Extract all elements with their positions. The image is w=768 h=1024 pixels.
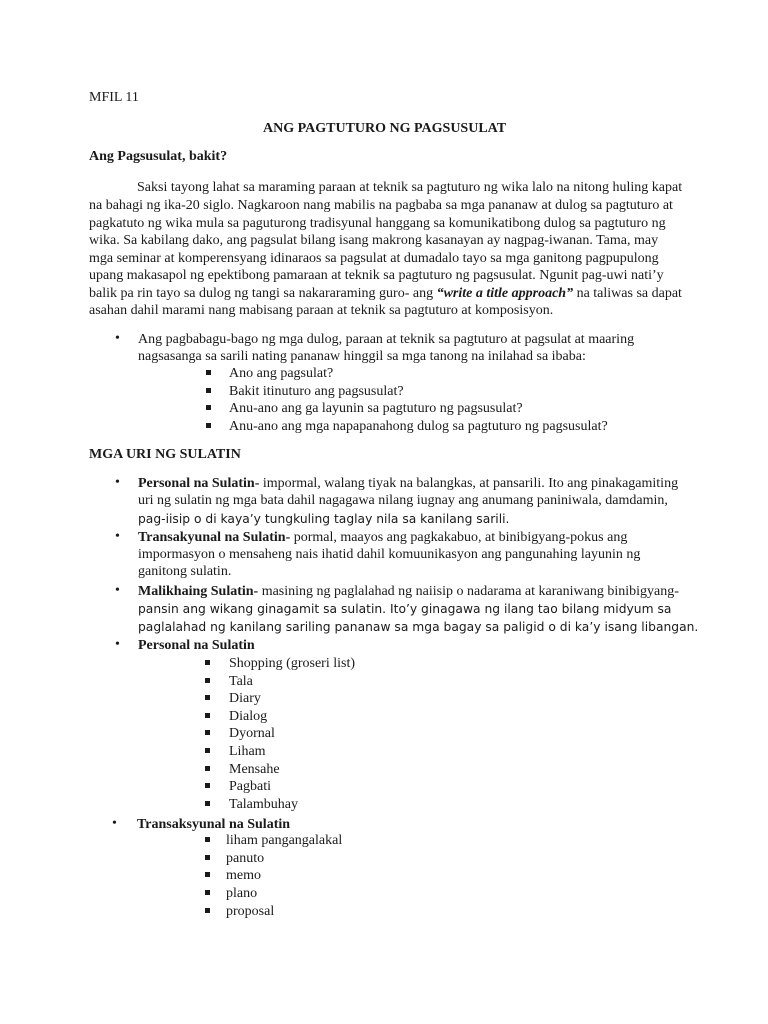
type-malikhain-line: paglalahad ng kanilang sariling pananaw sa mga bagay sa paligid o di ka’y isang libangan. — [138, 620, 699, 634]
square-bullet-icon — [206, 370, 211, 375]
square-bullet-icon — [205, 730, 210, 735]
square-bullet-icon — [205, 713, 210, 718]
square-bullet-icon — [205, 855, 210, 860]
bullet-icon — [115, 636, 120, 654]
intro-text: balik pa rin tayo sa dulog ng tangi sa nakararaming guro- ang — [89, 286, 437, 301]
intro-line: wika. Sa kabilang dako, ang pagsulat bilang isang makrong kasanayan ay nagpag-iwanan. Tama, may — [89, 233, 659, 248]
list-item: Shopping (groseri list) — [229, 656, 355, 671]
list-item: Pagbati — [229, 779, 271, 794]
list-item: Diary — [229, 691, 261, 706]
type-transaksyunal-line — [138, 529, 627, 547]
intro-line: upang makasapol ng epektibong pamaraan at teknik sa pagtuturo ng pagsusulat. Ngunit pag-uwi nati’y — [89, 268, 664, 283]
type-term: Personal na Sulatin- — [138, 476, 260, 491]
list-item: Dialog — [229, 709, 268, 724]
type-term: Malikhaing Sulatin- — [138, 584, 259, 599]
personal-list-heading: Personal na Sulatin — [138, 638, 255, 653]
square-bullet-icon — [206, 423, 211, 428]
square-bullet-icon — [205, 837, 210, 842]
question-item: Anu-ano ang ga layunin sa pagtuturo ng pagsusulat? — [229, 401, 523, 416]
intro-line — [89, 285, 682, 303]
list-item: plano — [226, 886, 258, 901]
reflection-text: nagsasanga sa sarili nating pananaw hinggil sa mga tanong na inilahad sa ibaba: — [138, 349, 586, 364]
square-bullet-icon — [205, 783, 210, 788]
list-item: Tala — [229, 674, 253, 689]
intro-line: na bahagi ng ika-20 siglo. Nagkaroon nang mabilis na pagbaba sa mga pananaw at dulog sa pagtuturo at — [89, 198, 673, 213]
type-term: Transakyunal na Sulatin- — [138, 530, 291, 545]
list-item: proposal — [226, 904, 275, 919]
type-description: pormal, maayos ang pagkakabuo, at binibigyang-pokus ang — [290, 530, 628, 545]
intro-text: na taliwas sa dapat — [573, 286, 682, 301]
bullet-icon — [115, 474, 120, 492]
square-bullet-icon — [205, 748, 210, 753]
bullet-icon — [115, 330, 120, 348]
transaksyunal-list-heading: Transaksyunal na Sulatin — [137, 817, 291, 832]
intro-line: asahan dahil marami nang mabisang paraan at teknik sa pagtuturo at komposisyon. — [89, 303, 554, 318]
bullet-icon — [115, 528, 120, 546]
square-bullet-icon — [205, 890, 210, 895]
square-bullet-icon — [205, 801, 210, 806]
bullet-icon — [115, 582, 120, 600]
question-item: Bakit itinuturo ang pagsusulat? — [229, 384, 404, 399]
square-bullet-icon — [205, 678, 210, 683]
type-description: impormal, walang tiyak na balangkas, at pansarili. Ito ang pinakagamiting — [259, 476, 679, 491]
list-item: panuto — [226, 851, 265, 866]
list-item: memo — [226, 868, 261, 883]
square-bullet-icon — [206, 388, 211, 393]
question-item: Anu-ano ang mga napapanahong dulog sa pagtuturo ng pagsusulat? — [229, 419, 608, 434]
square-bullet-icon — [205, 695, 210, 700]
list-item: Talambuhay — [229, 797, 298, 812]
type-malikhain-line — [138, 583, 679, 601]
type-personal-line: uri ng sulatin ng mga bata dahil nagagawa nilang iugnay ang anumang paniniwala, damdamin, — [138, 493, 668, 508]
type-personal-line: pag-iisip o di kaya’y tungkuling taglay nila sa kanilang sarili. — [138, 512, 510, 526]
subheading: Ang Pagsusulat, bakit? — [89, 149, 228, 164]
intro-line: pagkatuto ng wika mula sa paguturong tradisyunal hanggang sa komunikatibong dulog sa pagtuturo ng — [89, 216, 666, 231]
square-bullet-icon — [205, 766, 210, 771]
list-item: Dyornal — [229, 726, 275, 741]
emphasized-phrase: “write a title approach” — [436, 286, 574, 301]
document-title: ANG PAGTUTURO NG PAGSUSULAT — [263, 121, 507, 136]
type-transaksyunal-line: ganitong sulatin. — [138, 564, 232, 579]
square-bullet-icon — [205, 908, 210, 913]
question-item: Ano ang pagsulat? — [229, 366, 334, 381]
list-item: Liham — [229, 744, 266, 759]
type-malikhain-line: pansin ang wikang ginagamit sa sulatin. Ito’y ginagawa ng ilang tao bilang midyum sa — [138, 602, 672, 616]
type-description: masining ng paglalahad ng naiisip o nadarama at karaniwang binibigyang- — [258, 584, 679, 599]
type-personal-line — [138, 475, 678, 493]
intro-line: Saksi tayong lahat sa maraming paraan at teknik sa pagtuturo ng wika lalo na nitong huling kapat — [137, 180, 683, 195]
list-item: Mensahe — [229, 762, 280, 777]
square-bullet-icon — [206, 405, 211, 410]
intro-line: mga seminar at komperensyang idinaraos sa pagsulat at dumadalo tayo sa mga ganitong pagpupulong — [89, 251, 659, 266]
list-item: liham pangangalakal — [226, 833, 343, 848]
reflection-text: Ang pagbabagu-bago ng mga dulog, paraan at teknik sa pagtuturo at pagsulat at maaring — [138, 332, 635, 347]
square-bullet-icon — [205, 872, 210, 877]
type-transaksyunal-line: impormasyon o mensaheng nais ihatid dahil komuunikasyon ang pangunahing layunin ng — [138, 547, 641, 562]
section-heading: MGA URI NG SULATIN — [89, 447, 241, 462]
bullet-icon — [112, 815, 117, 833]
course-code: MFIL 11 — [89, 90, 139, 105]
square-bullet-icon — [205, 660, 210, 665]
